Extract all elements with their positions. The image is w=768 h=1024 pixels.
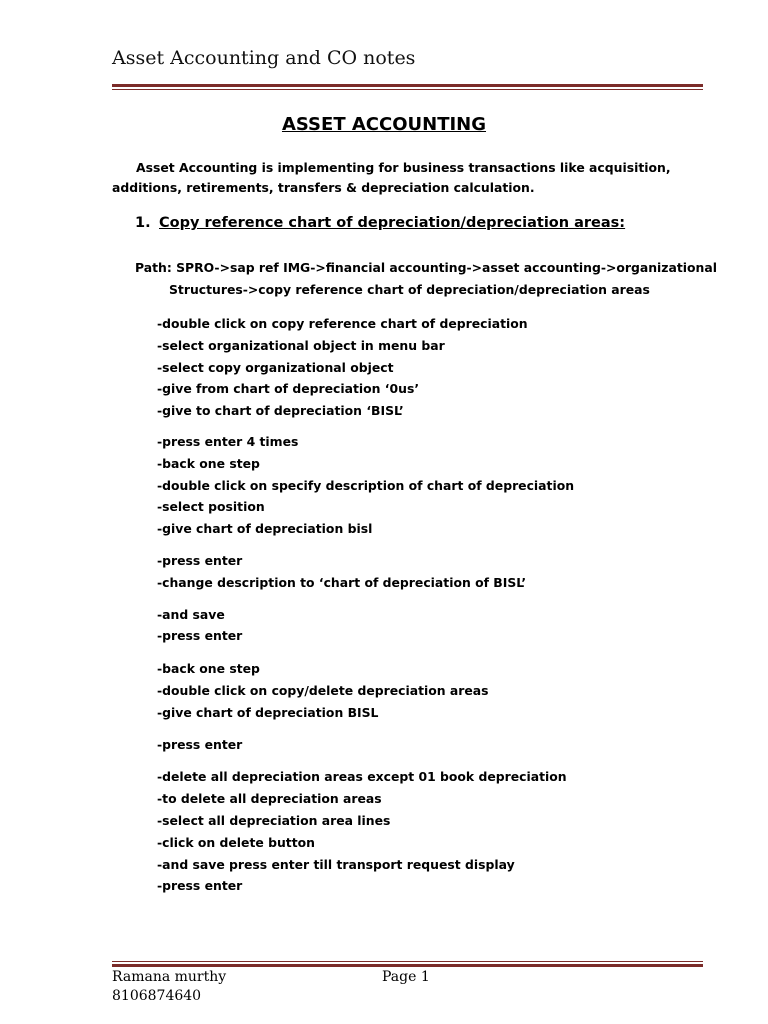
step-item: -back one step [157, 661, 260, 677]
section-heading [135, 215, 625, 231]
footer-phone: 8106874640 [112, 988, 202, 1004]
step-item: -press enter [157, 736, 243, 752]
step-item: -select position [157, 499, 265, 515]
step-item: -press enter 4 times [157, 433, 299, 449]
footer-author: Ramana murthy [112, 969, 227, 985]
step-item: -press enter [157, 878, 243, 894]
header-rule-thin [112, 89, 703, 90]
step-item: -give from chart of depreciation ‘0us’ [157, 381, 420, 397]
step-item: -double click on copy reference chart of depreciation [157, 316, 528, 331]
section-number: 1. [135, 215, 151, 231]
step-item: -give chart of depreciation bisl [157, 521, 373, 537]
step-item: -select organizational object in menu bar [157, 337, 445, 353]
step-item: -and save [157, 606, 225, 622]
step-item: -select all depreciation area lines [157, 812, 391, 828]
step-item: -back one step [157, 455, 260, 471]
step-item: -press enter [157, 628, 243, 644]
header-rule-thick [112, 84, 703, 87]
document-heading: ASSET ACCOUNTING [281, 114, 487, 135]
step-item: -change description to ‘chart of depreciation of BISL’ [157, 574, 527, 590]
page-header-title: Asset Accounting and CO notes [112, 47, 416, 69]
path-line-1: Path: SPRO->sap ref IMG->financial accounting->asset accounting->organizational [135, 260, 717, 275]
steps-list [157, 313, 574, 897]
path-line-2: Structures->copy reference chart of depreciation/depreciation areas [169, 282, 650, 297]
step-item: -double click on specify description of chart of depreciation [157, 477, 575, 493]
section-title: Copy reference chart of depreciation/depreciation areas: [159, 215, 626, 231]
footer-rule-thick [112, 964, 703, 967]
step-item: -give chart of depreciation BISL [157, 704, 379, 720]
step-item: -click on delete button [157, 834, 315, 850]
step-item: -and save press enter till transport request display [157, 856, 515, 872]
footer-page-number: Page 1 [382, 969, 430, 985]
step-item: -delete all depreciation areas except 01 book depreciation [157, 769, 567, 785]
step-item: -to delete all depreciation areas [157, 791, 382, 807]
intro-paragraph [112, 158, 712, 198]
step-item: -press enter [157, 552, 243, 568]
step-item: -give to chart of depreciation ‘BISL’ [157, 403, 404, 419]
step-item: -double click on copy/delete depreciation areas [157, 682, 489, 698]
intro-text: Asset Accounting is implementing for business transactions like acquisition, additions, retirements, transfers & depreciation calculation. [112, 160, 671, 195]
footer-rule-thin [112, 961, 703, 962]
step-item: -select copy organizational object [157, 359, 394, 375]
